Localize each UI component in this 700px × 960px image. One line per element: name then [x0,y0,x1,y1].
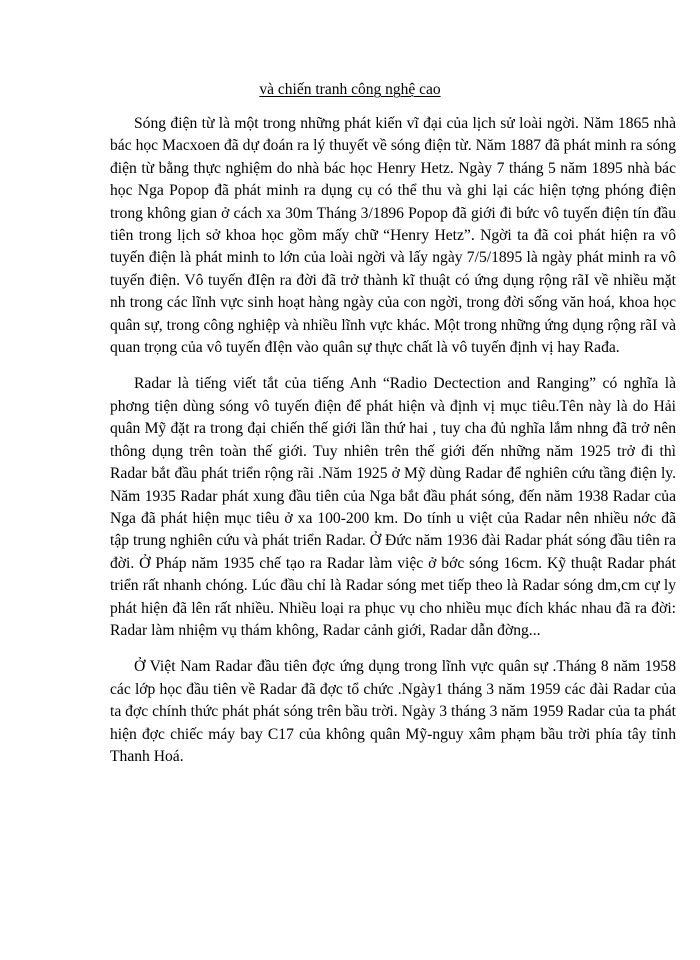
paragraph-sóng-điện-từ: Sóng điện từ là một trong những phát kiến vĩ đại của lịch sử loài ngời. Năm 1865 nhà bác học Macxoen đã dự đoán ra lý thuyết về sóng điện từ. Năm 1887 đã phát minh ra sóng điện từ bằng thực nghiệm do nhà bác học Henry Hetz. Ngày 7 tháng 5 năm 1895 nhà bác học Nga Popop đã phát minh ra dụng cụ có thể thu và ghi lại các hiện tợng phóng điện trong không gian ở cách xa 30m Tháng 3/1896 Popop đã giới đi bức vô tuyến điện tín đầu tiên trong lịch sở khoa học gồm mấy chữ “Henry Hetz”. Ngời ta đã coi phát hiện ra vô tuyến điện là phát minh to lớn của loài ngời và lấy ngày 7/5/1895 là ngày phát minh ra vô tuyến điện. Vô tuyến đIện ra đời đã trở thành kĩ thuật có ứng dụng rộng rãI về nhiều mặt nh trong các lĩnh vực sinh hoạt hàng ngày của con ngời, trong đời sống văn hoá, khoa học quân sự, trong công nghiệp và nhiều lĩnh vực khác. Một trong những ứng dụng rộng rãI và quan trọng của vô tuyến đIện vào quân sự thực chất là vô tuyến định vị hay Rađa. [110,115,676,357]
document-body [110,113,676,782]
document-title: và chiến tranh công nghệ cao [259,81,441,98]
paragraph-radar-definition: Radar là tiếng viết tắt của tiếng Anh “Radio Dectection and Ranging” có nghĩa là phơng tiện dùng sóng vô tuyến điện để phát hiện và định vị mục tiêu.Tên này là do Hải quân Mỹ đặt ra trong đại chiến thế giới lần thứ hai , tuy cha đủ nghĩa lắm nhng đã trở nên thông dụng trên toàn thế giới. Tuy nhiên trên thế giới đến những năm 1925 trở đi thì Radar bắt đầu phát triển rộng rãi .Năm 1925 ở Mỹ dùng Radar để nghiên cứu tầng điện ly. Năm 1935 Radar phát xung đầu tiên của Nga bắt đầu phát sóng, đến năm 1938 Radar của Nga đã phát hiện mục tiêu ở xa 100-200 km. Do tính u việt của Radar nên nhiều nớc đã tập trung nghiên cứu và phát triển Radar. Ở Đức năm 1936 đài Radar phát sóng đầu tiên ra đời. Ở Pháp năm 1935 chế tạo ra Radar làm việc ở bớc sóng 16cm. Kỹ thuật Radar phát triển rất nhanh chóng. Lúc đầu chỉ là Radar sóng met tiếp theo là Radar sóng dm,cm cự ly phát hiện đã lên rất nhiều. Nhiều loại ra phục vụ cho nhiều mục đích khác nhau đã ra đời: Radar làm nhiệm vụ thám không, Radar cảnh giới, Radar dẫn đờng... [110,375,676,639]
paragraph-radar-vietnam: Ở Việt Nam Radar đầu tiên đợc ứng dụng trong lĩnh vực quân sự .Tháng 8 năm 1958 các lớp học đầu tiên về Radar đã đợc tổ chức .Ngày1 tháng 3 năm 1959 các đài Radar của ta đợc chính thức phát phát sóng trên bầu trời. Ngày 3 tháng 3 năm 1959 Radar của ta phát hiện đợc chiếc máy bay C17 của không quân Mỹ-nguy xâm phạm bầu trời phía tây tỉnh Thanh Hoá. [110,658,676,765]
